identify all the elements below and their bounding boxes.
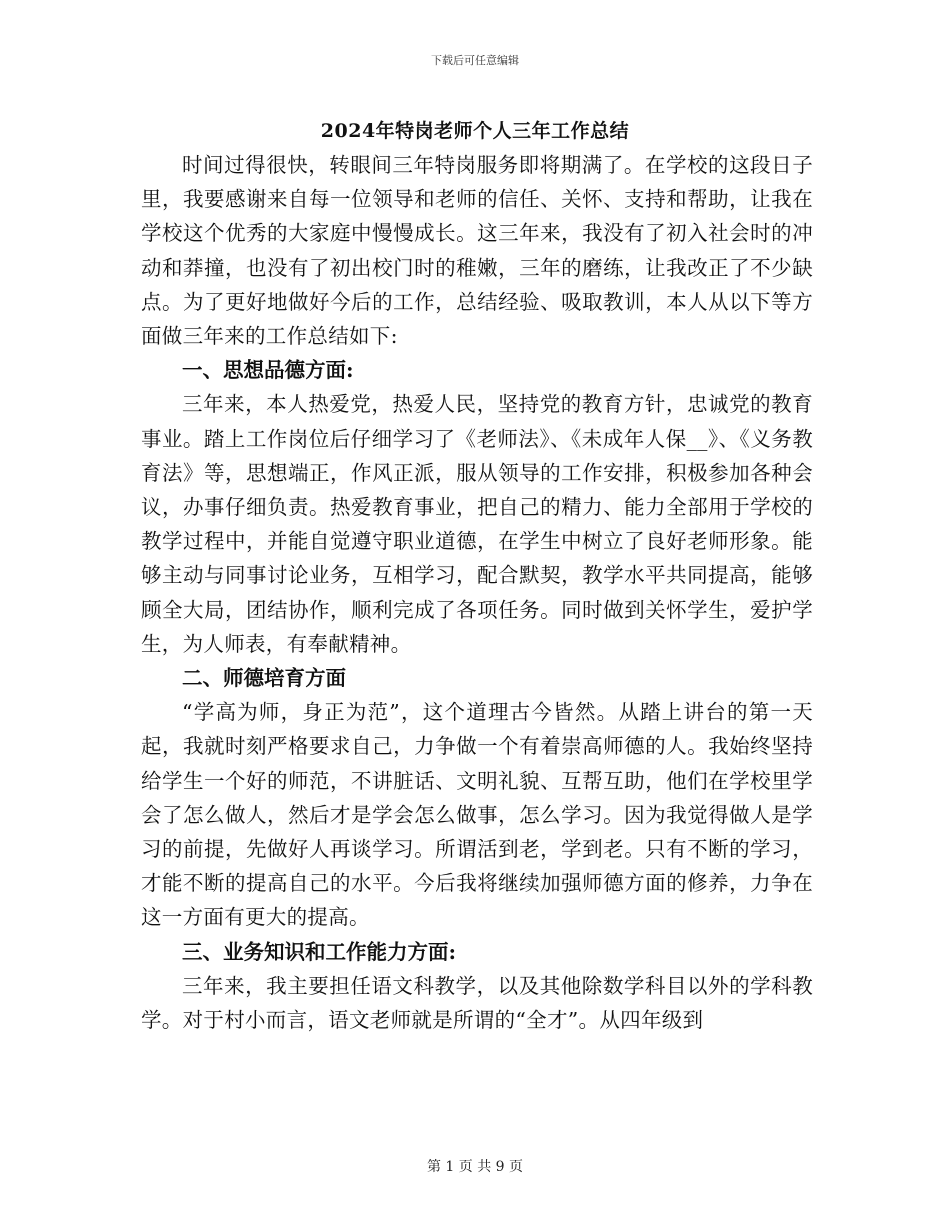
section-paragraph-professional: 三年来，我主要担任语文科教学，以及其他除数学科目以外的学科教学。对于村小而言，语文老师就是所谓的“全才”。从四年级到	[141, 973, 813, 1033]
intro-paragraph: 时间过得很快，转眼间三年特岗服务即将期满了。在学校的这段日子里，我要感谢来自每一位领导和老师的信任、关怀、支持和帮助，让我在学校这个优秀的大家庭中慢慢成长。这三年来，我没有了初入社会时的冲动和莽撞，也没有了初出校门时的稚嫩，三年的磨练，让我改正了不少缺点。为了更好地做好今后的工作，总结经验、吸取教训，本人从以下等方面做三年来的工作总结如下:	[141, 153, 813, 349]
page-number-footer: 第 1 页 共 9 页	[426, 1159, 524, 1175]
section-paragraph-ethics: “学高为师，身正为范”，这个道理古今皆然。从踏上讲台的第一天起，我就时刻严格要求自己，力争做一个有着崇高师德的人。我始终坚持给学生一个好的师范，不讲脏话、文明礼貌、互帮互助，他们在学校里学会了怎么做人，然后才是学会怎么做事，怎么学习。因为我觉得做人是学习的前提，先做好人再谈学习。所谓活到老，学到老。只有不断的学习，才能不断的提高自己的水平。今后我将继续加强师德方面的修养，力争在这一方面有更大的提高。	[141, 700, 813, 930]
document-body	[141, 148, 813, 1037]
page-header-note: 下载后可任意编辑	[431, 54, 519, 67]
section-heading-ideology: 一、思想品德方面:	[182, 358, 354, 383]
section-heading-professional: 三、业务知识和工作能力方面:	[182, 939, 457, 964]
section-heading-ethics: 二、师德培育方面	[182, 666, 346, 691]
document-title: 2024年特岗老师个人三年工作总结	[320, 120, 630, 142]
section-paragraph-ideology: 三年来，本人热爱党，热爱人民，坚持党的教育方针，忠诚党的教育事业。踏上工作岗位后仔细学习了《老师法》、《未成年人保__》、《义务教育法》等，思想端正，作风正派，服从领导的工作安排，积极参加各种会议，办事仔细负责。热爱教育事业，把自己的精力、能力全部用于学校的教学过程中，并能自觉遵守职业道德，在学生中树立了良好老师形象。能够主动与同事讨论业务，互相学习，配合默契，教学水平共同提高，能够顾全大局，团结协作，顺利完成了各项任务。同时做到关怀学生，爱护学生，为人师表，有奉献精神。	[141, 392, 813, 656]
